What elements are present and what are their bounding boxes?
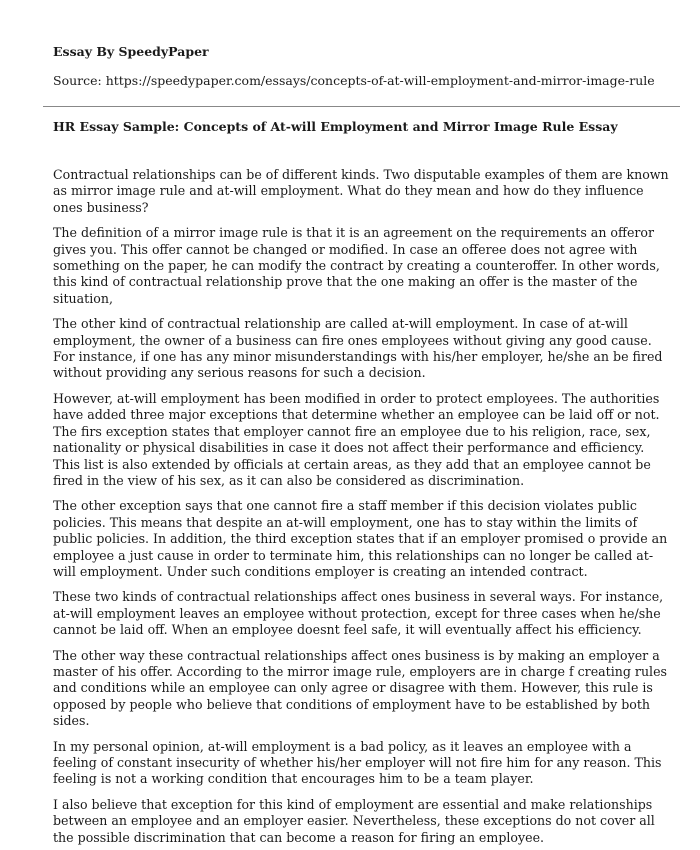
essay-paragraph-1: Contractual relationships can be of different kinds. Two disputable examples of them are known as mirror image rule and at-will employment. What do they mean and how do they influence ones business? — [53, 167, 669, 215]
essay-paragraph-2: The definition of a mirror image rule is that it is an agreement on the requirements an offeror gives you. This offer cannot be changed or modified. In case an offeree does not agree with something on the paper, he can modify the contract by creating a counteroffer. In other words, this kind of contractual relationship prove that the one making an offer is the master of the situation, — [53, 225, 660, 306]
essay-title: HR Essay Sample: Concepts of At-will Employment and Mirror Image Rule Essay — [53, 119, 618, 134]
essay-paragraph-8: In my personal opinion, at-will employment is a bad policy, as it leaves an employee with a feeling of constant insecurity of whether his/her employer will not fire him for any reason. This feeling is not a working condition that encourages him to be a team player. — [53, 738, 662, 787]
essay-paragraph-3: The other kind of contractual relationship are called at-will employment. In case of at-will employment, the owner of a business can fire ones employees without giving any good cause. For instance, if one has any minor misunderstandings with his/her employer, he/she an be fired without providing any serious reasons for such a decision. — [53, 316, 663, 381]
essay-paragraph-9: I also believe that exception for this kind of employment are essential and make relationships between an employee and an employer easier. Nevertheless, these exceptions do not cover all the possible discrimination that can become a reason for firing an employee. — [53, 796, 655, 845]
essay-paragraph-7: The other way these contractual relationships affect ones business is by making an employer a master of his offer. According to the mirror image rule, employers are in charge f creating rules and conditions while an employee can only agree or disagree with them. However, this rule is opposed by people who believe that conditions of employment have to be established by both sides. — [53, 647, 667, 729]
brand-title: Essay By SpeedyPaper — [53, 44, 209, 59]
essay-paragraph-5: The other exception says that one cannot fire a staff member if this decision violates public policies. This means that despite an at-will employment, one has to stay within the limits of public policies. In addition, the third exception states that if an employer promised o provide an employee a just cause in order to terminate him, this relationships can no longer be called at-will employment. Under such conditions employer is creating an intended contract. — [53, 498, 668, 579]
essay-paragraph-4: However, at-will employment has been modified in order to protect employees. The authorities have added three major exceptions that determine whether an employee can be laid off or not. The firs exception states that employer cannot fire an employee due to his religion, race, sex, nationality or physical disabilities in case it does not affect their performance and efficiency. This list is also extended by officials at certain areas, as they add that an employee cannot be fired in the view of his sex, as it can also be considered as discrimination. — [53, 390, 660, 488]
essay-paragraph-6: These two kinds of contractual relationships affect ones business in several ways. For instance, at-will employment leaves an employee without protection, except for three cases when he/she cannot be laid off. When an employee doesnt feel safe, it will eventually affect his efficiency. — [53, 589, 664, 638]
header-divider — [43, 106, 680, 107]
source-line: Source: https://speedypaper.com/essays/concepts-of-at-will-employment-and-mirror-image-rule — [53, 73, 655, 88]
